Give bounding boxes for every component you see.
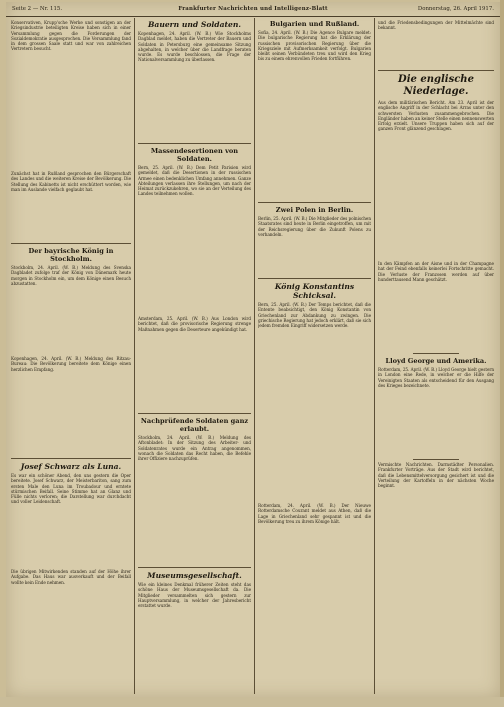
- page-number: Seite 2 — Nr. 115.: [12, 6, 63, 12]
- headline: Bauern und Soldaten.: [147, 20, 242, 29]
- headline: Die englische Niederlage.: [398, 74, 474, 97]
- divider: [138, 567, 251, 568]
- divider: [258, 278, 371, 279]
- column-rule: [374, 18, 375, 694]
- divider: [413, 459, 459, 460]
- divider: [11, 243, 131, 244]
- column-1: [11, 20, 131, 692]
- divider: [413, 353, 459, 354]
- column-3: [258, 20, 371, 692]
- article-text: Es war ein schöner Abend, den uns gestern die Oper bereitete. Josef Schwarz, der Meisterbariton, sang zum ersten Male den Luna im Troubadour und erntete stürmischen Beifall. Seine Stimme hat an Glanz und Fülle nichts verloren; die Darstellung war durchdacht und voller Leidenschaft.: [11, 473, 131, 505]
- headline: Massendesertionen von Soldaten.: [150, 147, 239, 163]
- headline: Der bayrische König in Stockholm.: [28, 247, 114, 263]
- article-text: Konservativen, Krupp'sche Werke und sonstigen an der Kriegsindustrie beteiligten Kreise haben sich in einer Versammlung gegen die Forderungen der Sozialdemokratie ausgesprochen. Die Versammlung fand in dem grossen Saale statt und war von zahlreichen Vertretern besucht.: [11, 20, 131, 52]
- article-text: Stockholm, 24. April. (W. B.) Meldung des Svenska Dagbladet zufolge traf der König von Dänemark heute morgen in Stockholm ein, um dem Könige einen Besuch abzustatten.: [11, 265, 131, 286]
- page-bottom-margin: [0, 697, 504, 707]
- article-text: Zunächst hat in Rußland gesprochen den Bürgerschaft des Landes und die weiteren Kreise der Bevölkerung. Die Stellung des Kabinetts ist nicht erschüttert worden, wie man im Auslande vielfach geglaubt hat.: [11, 171, 131, 192]
- column-4: [378, 20, 494, 692]
- divider: [258, 202, 371, 203]
- headline: Zwei Polen in Berlin.: [275, 206, 354, 214]
- article-text: Die übrigen Mitwirkenden standen auf der Höhe ihrer Aufgabe. Das Haus war ausverkauft und der Beifall wollte kein Ende nehmen.: [11, 569, 131, 585]
- issue-date: Donnerstag, 26. April 1917.: [417, 6, 494, 12]
- column-rule: [134, 18, 135, 694]
- article-text: Wie ein kleines Denkmal früherer Zeiten steht das schöne Haus der Museumsgesellschaft da. Die Mitglieder versammelten sich gestern zur Hauptversammlung, in welcher der Jahresbericht erstattet wurde.: [138, 582, 251, 609]
- article-text: Rotterdam, 24. April. (W. B.) Der Nieuwe Rotterdamsche Courant meldet aus Athen, daß die Lage in Griechenland sehr gespannt ist und die Bevölkerung treu zu ihrem Könige hält.: [258, 503, 371, 524]
- article-text: Kopenhagen, 24. April. (W. B.) Wie Stockholms Dagblad meldet, haben die Vertreter der Bauern und Soldaten in Petersburg eine gemeinsame Sitzung abgehalten, in welcher über die Landfrage beraten wurde. Es wurde beschlossen, die Frage der Nationalversammlung zu überlassen.: [138, 31, 251, 63]
- headline: Nachprüfende Soldaten ganz erlaubt.: [140, 417, 249, 433]
- newspaper-page: [6, 2, 500, 698]
- article-text: Aus dem militärischen Bericht. Am 23. April ist der englische Angriff in der Schlacht bei Arras unter den schwersten Verlusten zusammengebrochen. Die Engländer haben an keiner Stelle einen nennenswerten Erfolg erzielt. Unsere Truppen haben sich auf der ganzen Front glänzend geschlagen.: [378, 100, 494, 132]
- article-text: Bern, 25. April. (W. B.) Der Temps berichtet, daß die Entente beabsichtigt, den König Konstantin von Griechenland zur Abdankung zu zwingen. Die griechische Regierung hat jedoch erklärt, daß sie sich jedem fremden Eingriff widersetzen werde.: [258, 302, 371, 329]
- column-2: [138, 20, 251, 692]
- article-text: Amsterdam, 25. April. (W. B.) Aus London wird berichtet, daß die provisorische Regierung strenge Maßnahmen gegen die Deserteure angekündigt hat.: [138, 316, 251, 332]
- divider: [11, 458, 131, 459]
- divider: [138, 413, 251, 414]
- article-text: Sofia, 24. April. (W. B.) Die Agence Bulgare meldet: Die bulgarische Regierung hat die Erklärung der russischen provisorischen Regierung über die Kriegsziele mit Aufmerksamkeit verfolgt. Bulgarien bleibt seinen Verbündeten treu und wird den Krieg bis zu einem ehrenvollen Frieden fortführen.: [258, 30, 371, 62]
- headline: König Konstantins Schicksal.: [274, 282, 355, 300]
- page-edge: [500, 0, 504, 707]
- article-text: Vermischte Nachrichten. Darmstädter Personalien. Frankfurter Vorträge. Aus der Stadt wird berichtet, daß die Lebensmittelversorgung gesichert ist und die Verteilung der Kartoffeln in der nächsten Woche beginnt.: [378, 462, 494, 489]
- article-text: und die Friedensbedingungen der Mittelmächte sind bekannt.: [378, 20, 494, 31]
- headline: Josef Schwarz als Luna.: [20, 462, 122, 471]
- divider: [378, 70, 494, 71]
- masthead-title: Frankfurter Nachrichten und Intelligenz-Blatt: [178, 6, 328, 12]
- article-text: In den Kämpfen an der Aisne und in der Champagne hat der Feind ebenfalls keinerlei Fortschritte gemacht. Die Verluste der Franzosen werden auf über hunderttausend Mann geschätzt.: [378, 261, 494, 282]
- headline: Lloyd George und Amerika.: [385, 357, 487, 365]
- article-text: Kopenhagen, 24. April. (W. B.) Meldung des Ritzau-Bureau: Die Bevölkerung bereitete dem Könige einen herzlichen Empfang.: [11, 356, 131, 372]
- article-text: Rotterdam, 25. April. (W. B.) Lloyd George hielt gestern in London eine Rede, in welcher er die Hilfe der Vereinigten Staaten als entscheidend für den Ausgang des Krieges bezeichnete.: [378, 367, 494, 388]
- headline: Bulgarien und Rußland.: [269, 20, 360, 28]
- article-text: Berlin, 25. April. (W. B.) Die Mitglieder des polnischen Staatsrates sind heute in Berlin eingetroffen, um mit der Reichsregierung über die Zukunft Polens zu verhandeln.: [258, 216, 371, 237]
- divider: [138, 143, 251, 144]
- article-text: Bern, 25. April. (W. B.) Dem Petit Parisien wird gemeldet, daß die Desertionen in der russischen Armee einen bedenklichen Umfang annehmen. Ganze Abteilungen verlassen ihre Stellungen, um nach der Heimat zurückzukehren, wo sie an der Verteilung des Landes teilnehmen wollen.: [138, 165, 251, 197]
- page-header: [6, 2, 500, 17]
- headline: Museumsgesellschaft.: [147, 571, 242, 580]
- column-rule: [254, 18, 255, 694]
- article-text: Stockholm, 24. April. (W. B.) Meldung des Aftonbladet: In der Sitzung des Arbeiter- und Soldatenrates wurde ein Antrag angenommen, wonach die Soldaten das Recht haben, die Befehle ihrer Offiziere nachzuprüfen.: [138, 435, 251, 462]
